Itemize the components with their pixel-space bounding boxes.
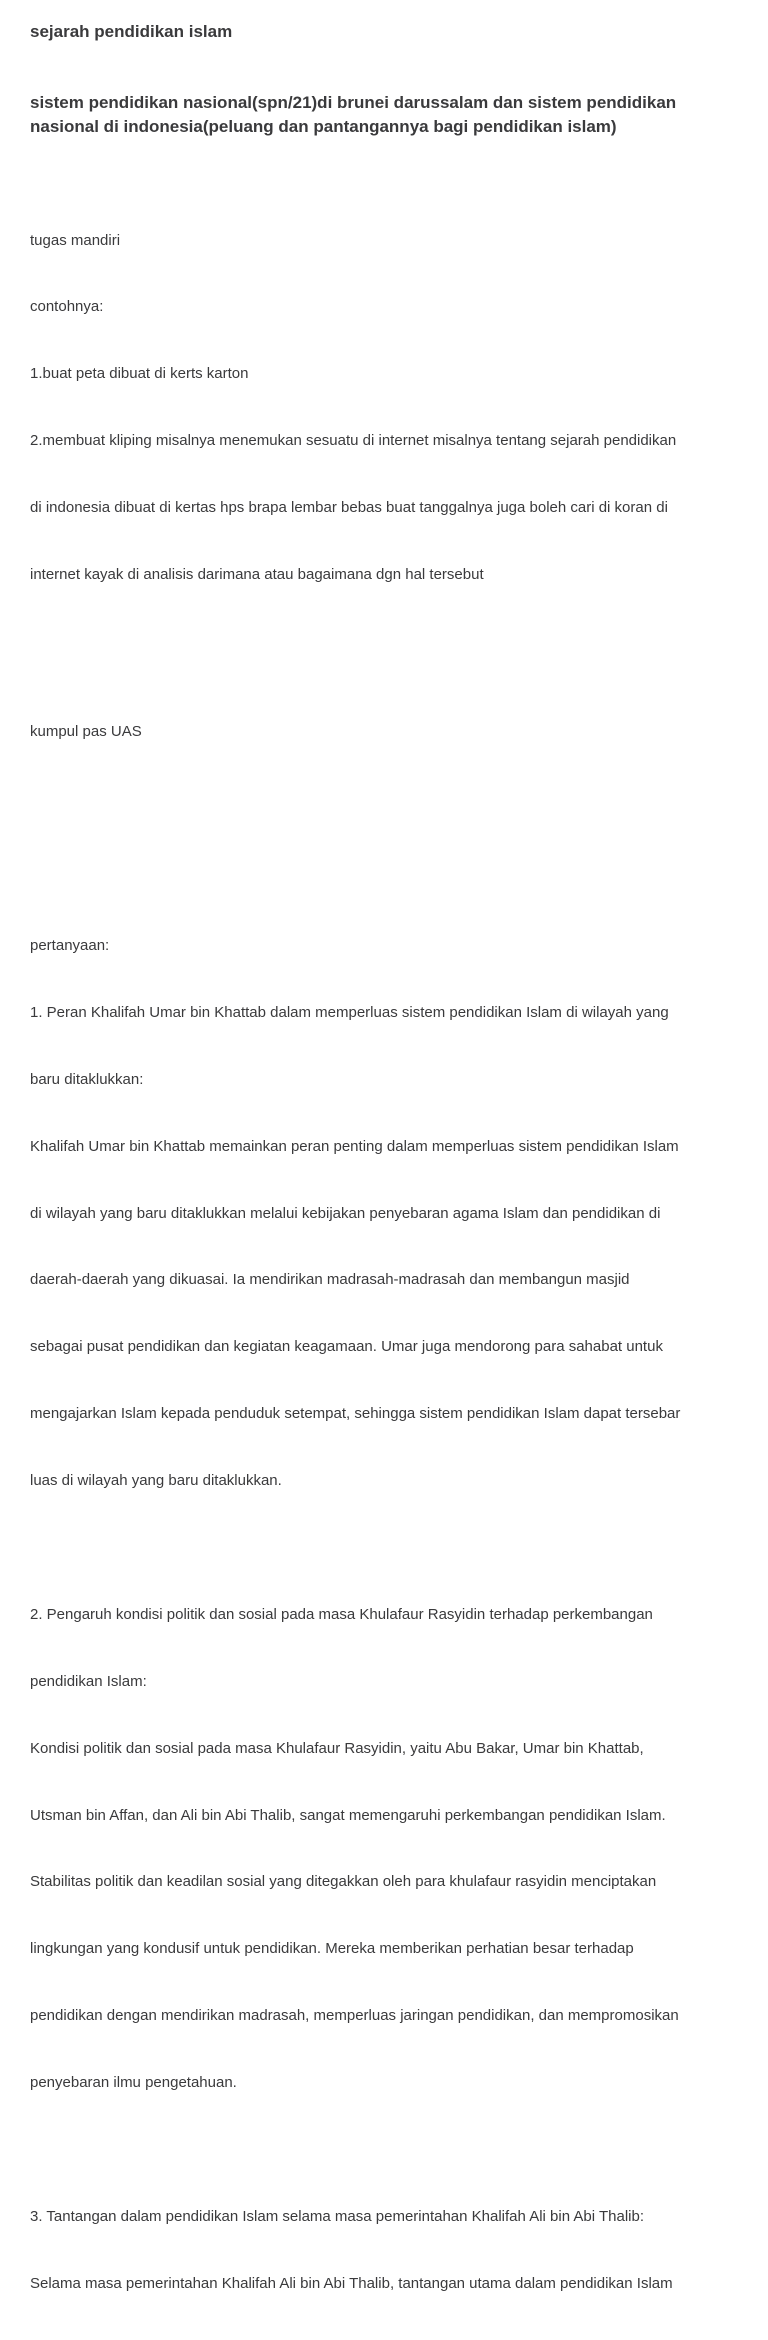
text-line: tugas mandiri bbox=[30, 231, 121, 249]
text-line: mengajarkan Islam kepada penduduk setempat, sehingga sistem pendidikan Islam dapat tersebar bbox=[30, 1405, 681, 1423]
note-page[interactable] bbox=[30, 20, 742, 2340]
kumpul-text: kumpul pas UAS bbox=[30, 722, 142, 740]
text-line: 1. Peran Khalifah Umar bin Khattab dalam memperluas sistem pendidikan Islam di wilayah yang bbox=[30, 1003, 669, 1021]
kumpul-section bbox=[30, 676, 742, 787]
text-line: Kondisi politik dan sosial pada masa Khulafaur Rasyidin, yaitu Abu Bakar, Umar bin Khattab, bbox=[30, 1739, 644, 1757]
text-line: pendidikan dengan mendirikan madrasah, memperluas jaringan pendidikan, dan mempromosikan bbox=[30, 2007, 679, 2025]
text-line: Selama masa pemerintahan Khalifah Ali bin Abi Thalib, tantangan utama dalam pendidikan Islam bbox=[30, 2274, 673, 2292]
tugas-section bbox=[30, 185, 742, 631]
text-line: sebagai pusat pendidikan dan kegiatan keagamaan. Umar juga mendorong para sahabat untuk bbox=[30, 1338, 663, 1356]
text-line: pertanyaan: bbox=[30, 937, 110, 955]
text-line: internet kayak di analisis darimana atau bagaimana dgn hal tersebut bbox=[30, 566, 484, 584]
text-line: daerah-daerah yang dikuasai. Ia mendirikan madrasah-madrasah dan membangun masjid bbox=[30, 1271, 630, 1289]
text-line: 3. Tantangan dalam pendidikan Islam selama masa pemerintahan Khalifah Ali bin Abi Thalib: bbox=[30, 2207, 644, 2225]
text-line: Utsman bin Affan, dan Ali bin Abi Thalib, sangat memengaruhi perkembangan pendidikan Islam. bbox=[30, 1806, 666, 1824]
blank-line bbox=[30, 1537, 742, 1559]
text-line: di indonesia dibuat di kertas hps brapa lembar bebas buat tanggalnya juga boleh cari di koran di bbox=[30, 499, 668, 517]
text-line: contohnya: bbox=[30, 298, 104, 316]
text-line: baru ditaklukkan: bbox=[30, 1070, 144, 1088]
text-line: 2. Pengaruh kondisi politik dan sosial pada masa Khulafaur Rasyidin terhadap perkembangan bbox=[30, 1605, 653, 1623]
text-line: Khalifah Umar bin Khattab memainkan peran penting dalam memperluas sistem pendidikan Islam bbox=[30, 1137, 679, 1155]
text-line: 2.membuat kliping misalnya menemukan sesuatu di internet misalnya tentang sejarah pendidikan bbox=[30, 432, 677, 450]
text-line: lingkungan yang kondusif untuk pendidikan. Mereka memberikan perhatian besar terhadap bbox=[30, 1940, 634, 1958]
note-subtitle: sistem pendidikan nasional(spn/21)di brunei darussalam dan sistem pendidikan nasional di indonesia(peluang dan pantangannya bagi pendidikan islam) bbox=[30, 93, 677, 136]
text-line: di wilayah yang baru ditaklukkan melalui kebijakan penyebaran agama Islam dan pendidikan di bbox=[30, 1204, 661, 1222]
text-line: luas di wilayah yang baru ditaklukkan. bbox=[30, 1472, 282, 1490]
text-line: pendidikan Islam: bbox=[30, 1672, 147, 1690]
note-title: sejarah pendidikan islam bbox=[30, 22, 233, 41]
blank-line bbox=[30, 2139, 742, 2161]
text-line: penyebaran ilmu pengetahuan. bbox=[30, 2074, 237, 2092]
pertanyaan-section bbox=[30, 890, 742, 2339]
text-line: 1.buat peta dibuat di kerts karton bbox=[30, 365, 249, 383]
text-line: Stabilitas politik dan keadilan sosial yang ditegakkan oleh para khulafaur rasyidin menciptakan bbox=[30, 1873, 657, 1891]
